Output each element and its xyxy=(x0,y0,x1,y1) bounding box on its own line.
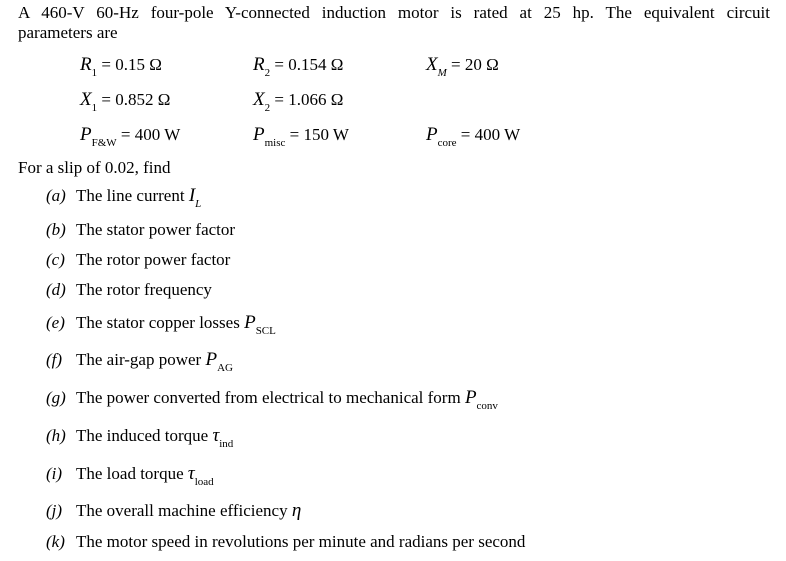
item-text: The stator copper losses xyxy=(76,313,240,332)
item-symbol: η xyxy=(291,500,302,521)
item-symbol: I xyxy=(188,185,196,206)
param-r2-sub: 2 xyxy=(264,67,271,79)
param-x2-sub: 2 xyxy=(264,102,271,114)
param-xm-value: = 20 Ω xyxy=(451,55,499,74)
find-intro: For a slip of 0.02, find xyxy=(18,158,171,177)
item-letter: (h) xyxy=(46,426,66,445)
list-item-d xyxy=(46,280,212,300)
item-symbol: τ xyxy=(212,425,220,446)
param-xm xyxy=(426,55,499,77)
item-sub: L xyxy=(195,198,202,210)
item-letter: (e) xyxy=(46,313,65,332)
param-r1-value: = 0.15 Ω xyxy=(101,55,162,74)
param-pmisc xyxy=(253,125,349,147)
item-symbol: P xyxy=(244,312,256,333)
item-sub: AG xyxy=(217,362,233,374)
item-symbol: P xyxy=(464,387,477,408)
param-pmisc-value: = 150 W xyxy=(289,125,349,144)
list-item-i xyxy=(46,464,214,486)
item-text: The line current xyxy=(76,186,185,205)
param-pfw xyxy=(80,125,180,147)
list-item-b xyxy=(46,220,235,240)
param-x1 xyxy=(80,90,170,112)
param-pfw-symbol: P xyxy=(80,124,92,145)
param-r2-value: = 0.154 Ω xyxy=(274,55,344,74)
param-r2 xyxy=(253,55,343,77)
param-x1-value: = 0.852 Ω xyxy=(101,90,171,109)
item-symbol: P xyxy=(205,349,218,370)
item-text: The stator power factor xyxy=(76,220,236,239)
item-letter: (k) xyxy=(46,532,65,551)
param-x2 xyxy=(253,90,343,112)
param-x1-symbol: X xyxy=(80,89,92,110)
list-item-h xyxy=(46,426,233,448)
param-pcore-value: = 400 W xyxy=(460,125,521,144)
param-pcore-symbol: P xyxy=(426,124,438,145)
item-letter: (a) xyxy=(46,186,66,205)
param-pfw-sub: F&W xyxy=(91,137,117,149)
item-letter: (b) xyxy=(46,220,66,239)
list-item-f xyxy=(46,350,233,372)
list-item-g xyxy=(46,388,498,410)
item-sub: load xyxy=(194,476,214,488)
list-item-k xyxy=(46,532,525,552)
item-text: The power converted from electrical to mechanical form xyxy=(76,388,461,407)
list-item-a xyxy=(46,186,201,208)
param-xm-symbol: X xyxy=(426,54,438,75)
item-letter: (c) xyxy=(46,250,65,269)
item-text: The overall machine efficiency xyxy=(76,501,288,520)
item-text: The rotor power factor xyxy=(76,250,231,269)
param-xm-sub: M xyxy=(437,67,447,79)
item-letter: (j) xyxy=(46,501,63,520)
param-r1-symbol: R xyxy=(80,54,92,75)
item-letter: (i) xyxy=(46,464,63,483)
intro-paragraph xyxy=(18,3,770,43)
item-sub: SCL xyxy=(255,325,276,337)
item-letter: (d) xyxy=(46,280,66,299)
param-r1 xyxy=(80,55,162,77)
intro-line-2: parameters are xyxy=(18,23,118,42)
item-text: The induced torque xyxy=(76,426,209,445)
param-pmisc-sub: misc xyxy=(264,137,286,149)
param-r1-sub: 1 xyxy=(91,67,98,79)
item-sub: ind xyxy=(219,438,234,450)
list-item-j xyxy=(46,501,301,521)
param-x1-sub: 1 xyxy=(91,102,98,114)
param-pfw-value: = 400 W xyxy=(120,125,181,144)
param-x2-value: = 1.066 Ω xyxy=(274,90,344,109)
item-symbol: τ xyxy=(187,463,195,484)
item-sub: conv xyxy=(476,400,498,412)
intro-line-1: A 460-V 60-Hz four-pole Y-connected induction motor is rated at 25 hp. The equivalent circuit xyxy=(18,3,770,22)
item-text: The motor speed in revolutions per minute and radians per second xyxy=(76,532,526,551)
item-text: The load torque xyxy=(76,464,184,483)
param-pmisc-symbol: P xyxy=(253,124,265,145)
item-letter: (g) xyxy=(46,388,66,407)
param-x2-symbol: X xyxy=(253,89,265,110)
list-item-c xyxy=(46,250,230,270)
list-item-e xyxy=(46,313,276,335)
item-text: The air-gap power xyxy=(76,350,202,369)
param-r2-symbol: R xyxy=(253,54,265,75)
item-text: The rotor frequency xyxy=(76,280,212,299)
param-pcore-sub: core xyxy=(437,137,457,149)
item-letter: (f) xyxy=(46,350,63,369)
param-pcore xyxy=(426,125,520,147)
